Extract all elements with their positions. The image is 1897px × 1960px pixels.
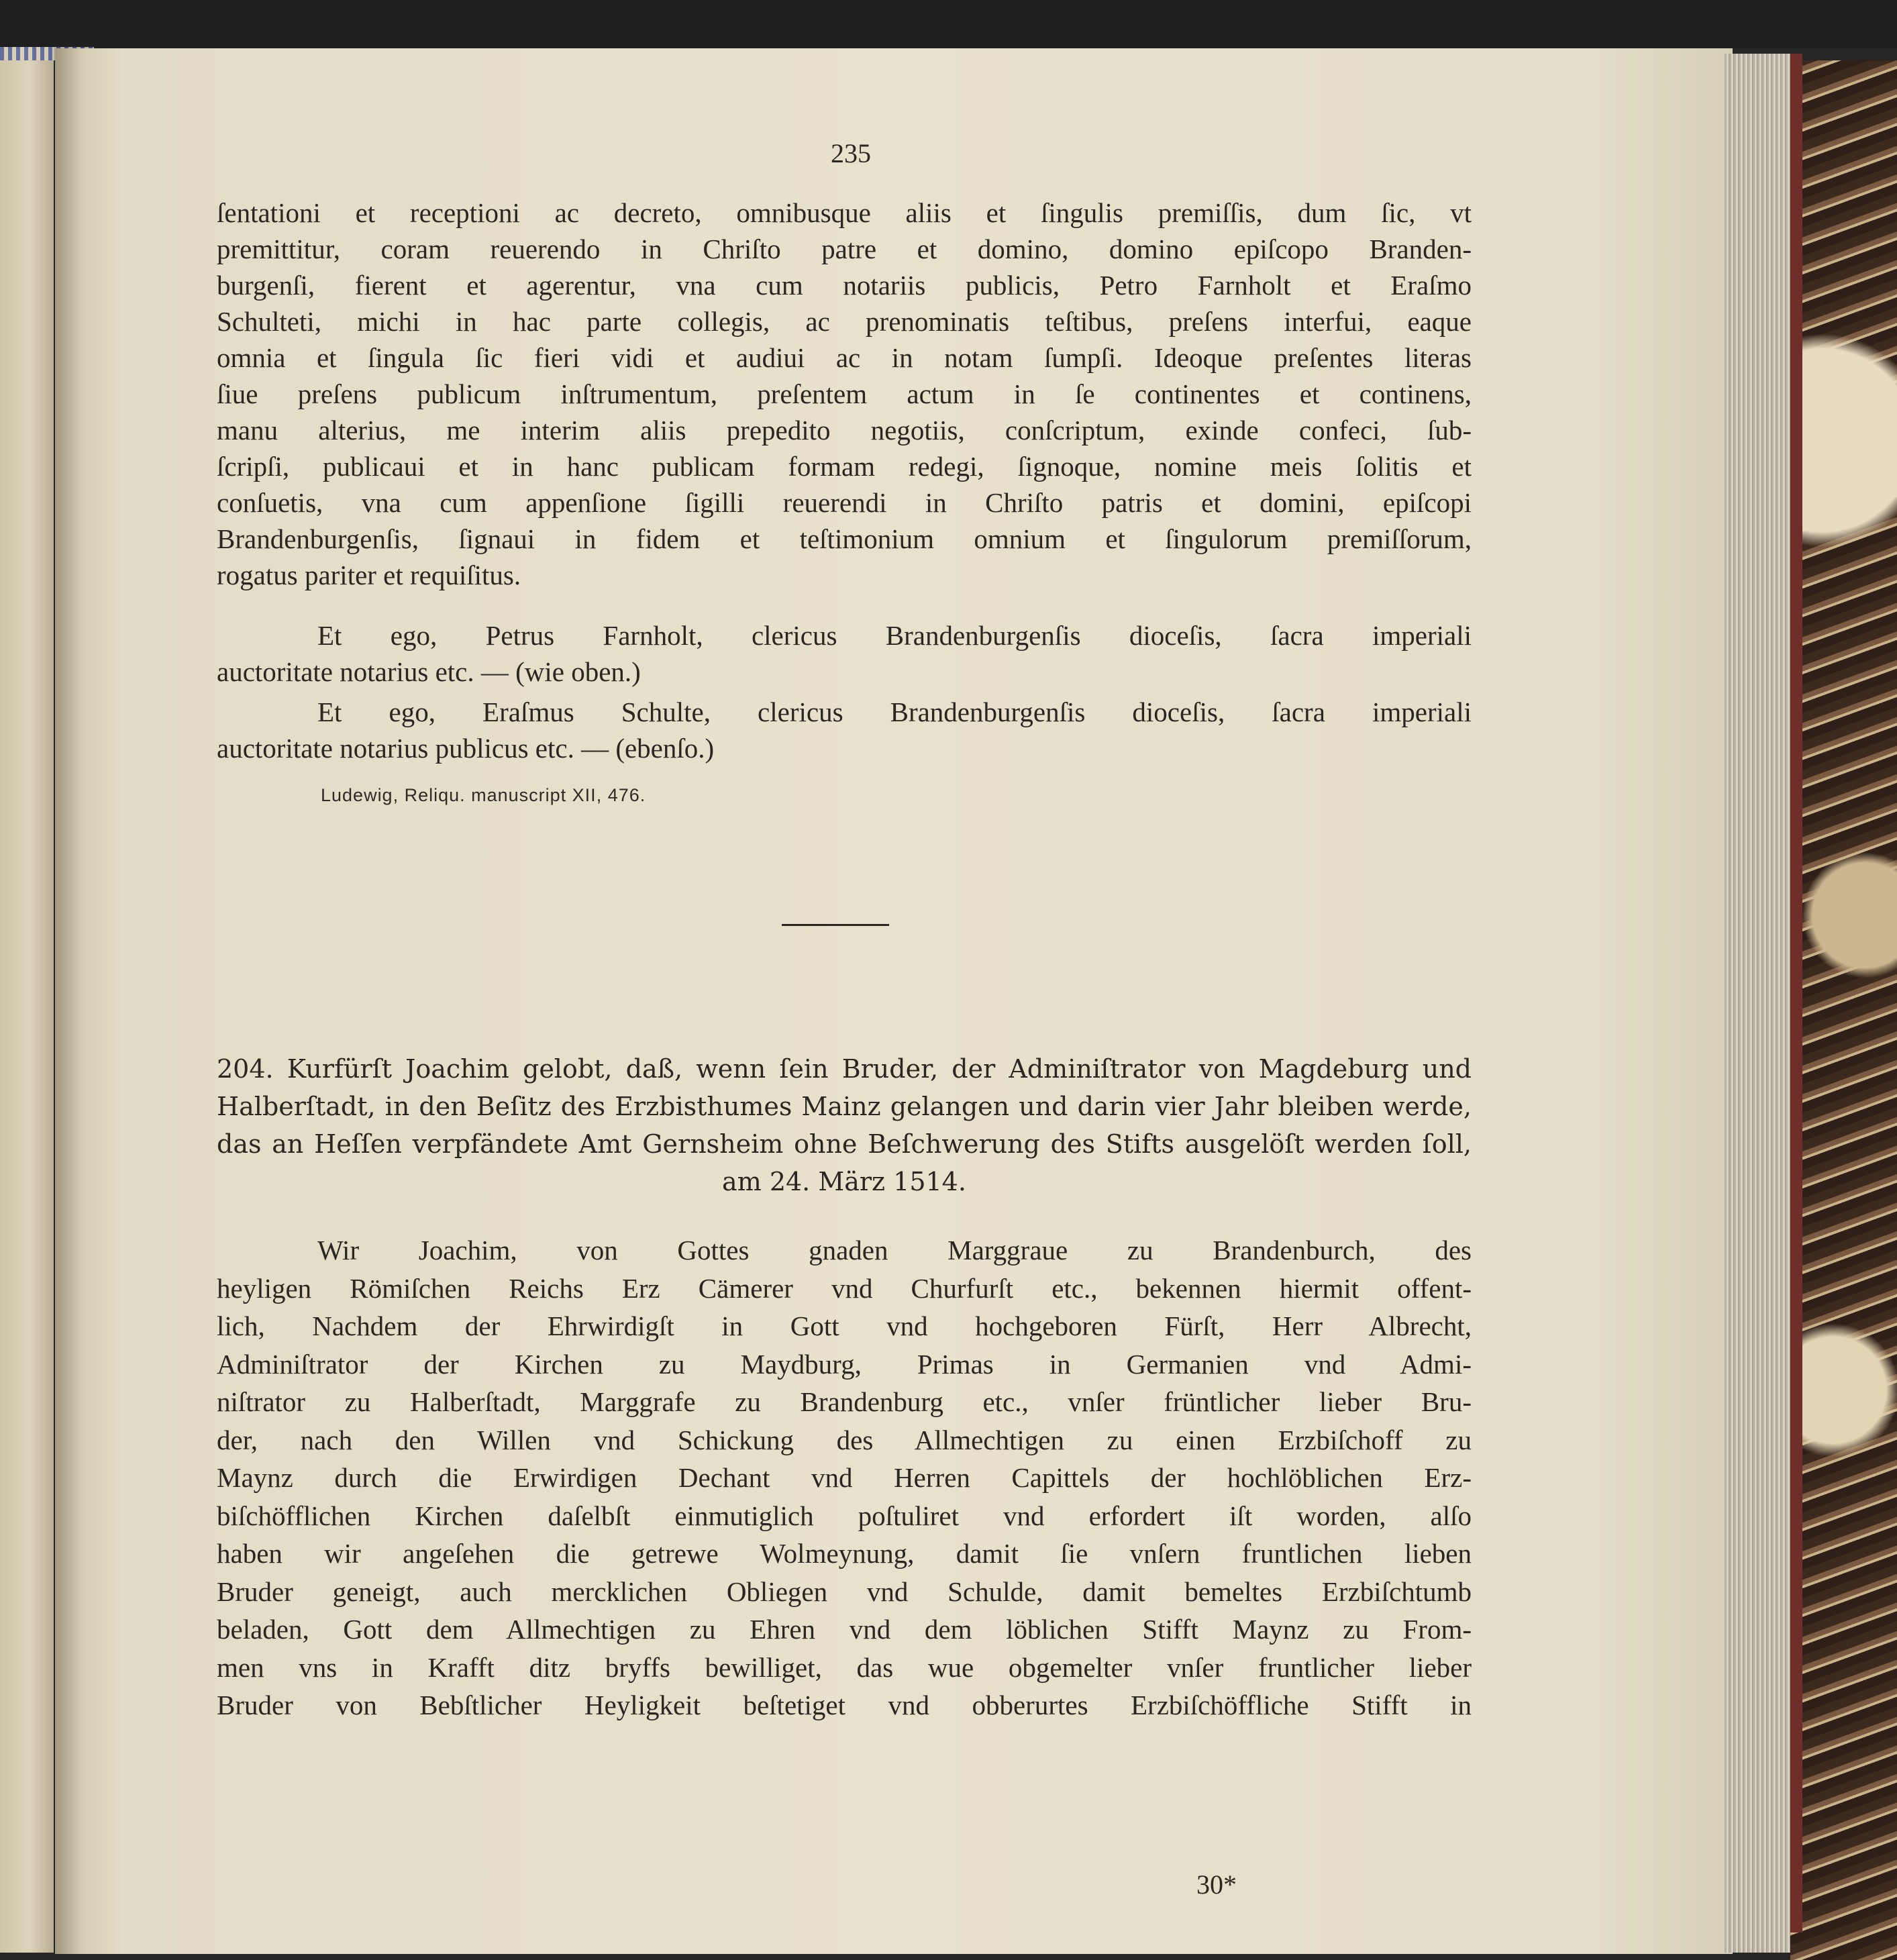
page-number: 235 (831, 138, 871, 168)
text-line: Maynz durch die Erwirdigen Dechant vnd Herren Capittels der hochlöblichen Erz- (217, 1462, 1472, 1493)
document-continuation-paragraph (217, 195, 1472, 593)
text-line: ſcripſi, publicaui et in hanc publicam formam redegi, ſignoque, nomine meis ſolitis et (217, 451, 1472, 482)
document-body-204 (217, 1231, 1472, 1724)
text-line: niſtrator zu Halberſtadt, Marggrafe zu Brandenburg etc., vnſer früntlicher lieber Bru- (217, 1386, 1472, 1417)
text-line: conſuetis, vna cum appenſione ſigilli reuerendi in Chriſto patris et domini, epiſcopi (217, 487, 1472, 518)
text-line: Schulteti, michi in hac parte collegis, ac prenominatis teſtibus, preſens interfui, eaque (217, 306, 1472, 337)
page-fore-edge (1725, 54, 1792, 1953)
text-line: biſchöfflichen Kirchen daſelbſt einmutiglich poſtuliret vnd erfordert iſt worden, alſo (217, 1500, 1472, 1531)
text-line: men vns in Krafft ditz bryffs bewilliget, das wue obgemelter vnſer fruntlicher lieber (217, 1651, 1472, 1683)
text-line: heyligen Römiſchen Reichs Erz Cämerer vnd Churfurſt etc., bekennen hiermit offent- (217, 1272, 1472, 1304)
printer-signature-mark: 30* (1196, 1869, 1237, 1900)
text-line: auctoritate notarius publicus etc. — (ebenſo.) (217, 733, 715, 764)
notary-signature-farnholt (217, 617, 1472, 690)
source-citation: Ludewig, Reliqu. manuscript XII, 476. (321, 785, 646, 805)
text-line: Adminiſtrator der Kirchen zu Maydburg, Primas in Germanien vnd Admi- (217, 1348, 1472, 1380)
text-line: auctoritate notarius etc. — (wie oben.) (217, 656, 641, 687)
text-line: rogatus pariter et requiſitus. (217, 560, 521, 590)
heading-line: Halberſtadt, in den Beſitz des Erzbisthumes Mainz gelangen und darin vier Jahr bleiben werde, (217, 1092, 1472, 1121)
text-line: Bruder von Bebſtlicher Heyligkeit beſtetiget vnd obberurtes Erzbiſchöffliche Stifft in (217, 1690, 1472, 1720)
text-line: haben wir angeſehen die getrewe Wolmeynung, damit ſie vnſern fruntlichen lieben (217, 1538, 1472, 1569)
text-line: Bruder geneigt, auch mercklichen Obliegen vnd Schulde, damit bemeltes Erzbiſchtumb (217, 1576, 1472, 1607)
text-line: Et ego, Petrus Farnholt, clericus Brandenburgenſis dioceſis, ſacra imperiali (317, 620, 1472, 651)
text-line: Wir Joachim, von Gottes gnaden Marggraue zu Brandenburch, des (317, 1235, 1472, 1266)
text-line: Et ego, Eraſmus Schulte, clericus Brandenburgenſis dioceſis, ſacra imperiali (317, 697, 1472, 727)
heading-line: das an Heſſen verpfändete Amt Gernsheim ohne Beſchwerung des Stifts ausgelöſt werden ſoll, (217, 1129, 1472, 1159)
notary-signature-schulte (217, 694, 1472, 766)
page-text-block (217, 134, 1472, 1900)
text-line: premittitur, coram reuerendo in Chriſto patre et domino, domino epiſcopo Branden- (217, 234, 1472, 264)
text-line: omnia et ſingula ſic fieri vidi et audiui ac in notam ſumpſi. Ideoque preſentes literas (217, 342, 1472, 373)
cover-spine-edge (1790, 54, 1802, 1932)
text-line: manu alterius, me interim aliis prepedito negotiis, conſcriptum, exinde confeci, ſub- (217, 415, 1472, 446)
gutter-shadow (55, 48, 82, 1954)
text-line: ſiue preſens publicum inſtrumentum, preſentem actum in ſe continentes et continens, (217, 378, 1472, 409)
text-line: ſentationi et receptioni ac decreto, omnibusque aliis et ſingulis premiſſis, dum ſic, vt (217, 197, 1472, 228)
text-line: burgenſi, fierent et agerentur, vna cum notariis publicis, Petro Farnholt et Eraſmo (217, 270, 1472, 301)
marbled-cover (1790, 60, 1897, 1960)
text-line: Brandenburgenſis, ſignaui in fidem et teſtimonium omnium et ſingulorum premiſſorum, (217, 523, 1472, 554)
text-line: lich, Nachdem der Ehrwirdigſt in Gott vnd hochgeboren Fürſt, Herr Albrecht, (217, 1310, 1472, 1341)
section-divider (782, 924, 889, 926)
left-page-edge (0, 47, 54, 1953)
heading-date: am 24. März 1514. (722, 1167, 966, 1196)
text-line: beladen, Gott dem Allmechtigen zu Ehren vnd dem löblichen Stifft Maynz zu From- (217, 1614, 1472, 1645)
heading-line: 204. Kurfürſt Joachim gelobt, daß, wenn ſein Bruder, der Adminiſtrator von Magdeburg und (217, 1054, 1472, 1084)
text-line: der, nach den Willen vnd Schickung des Allmechtigen zu einen Erzbiſchoff zu (217, 1424, 1472, 1455)
document-heading-204 (217, 1050, 1472, 1200)
scan-background (0, 0, 1897, 48)
